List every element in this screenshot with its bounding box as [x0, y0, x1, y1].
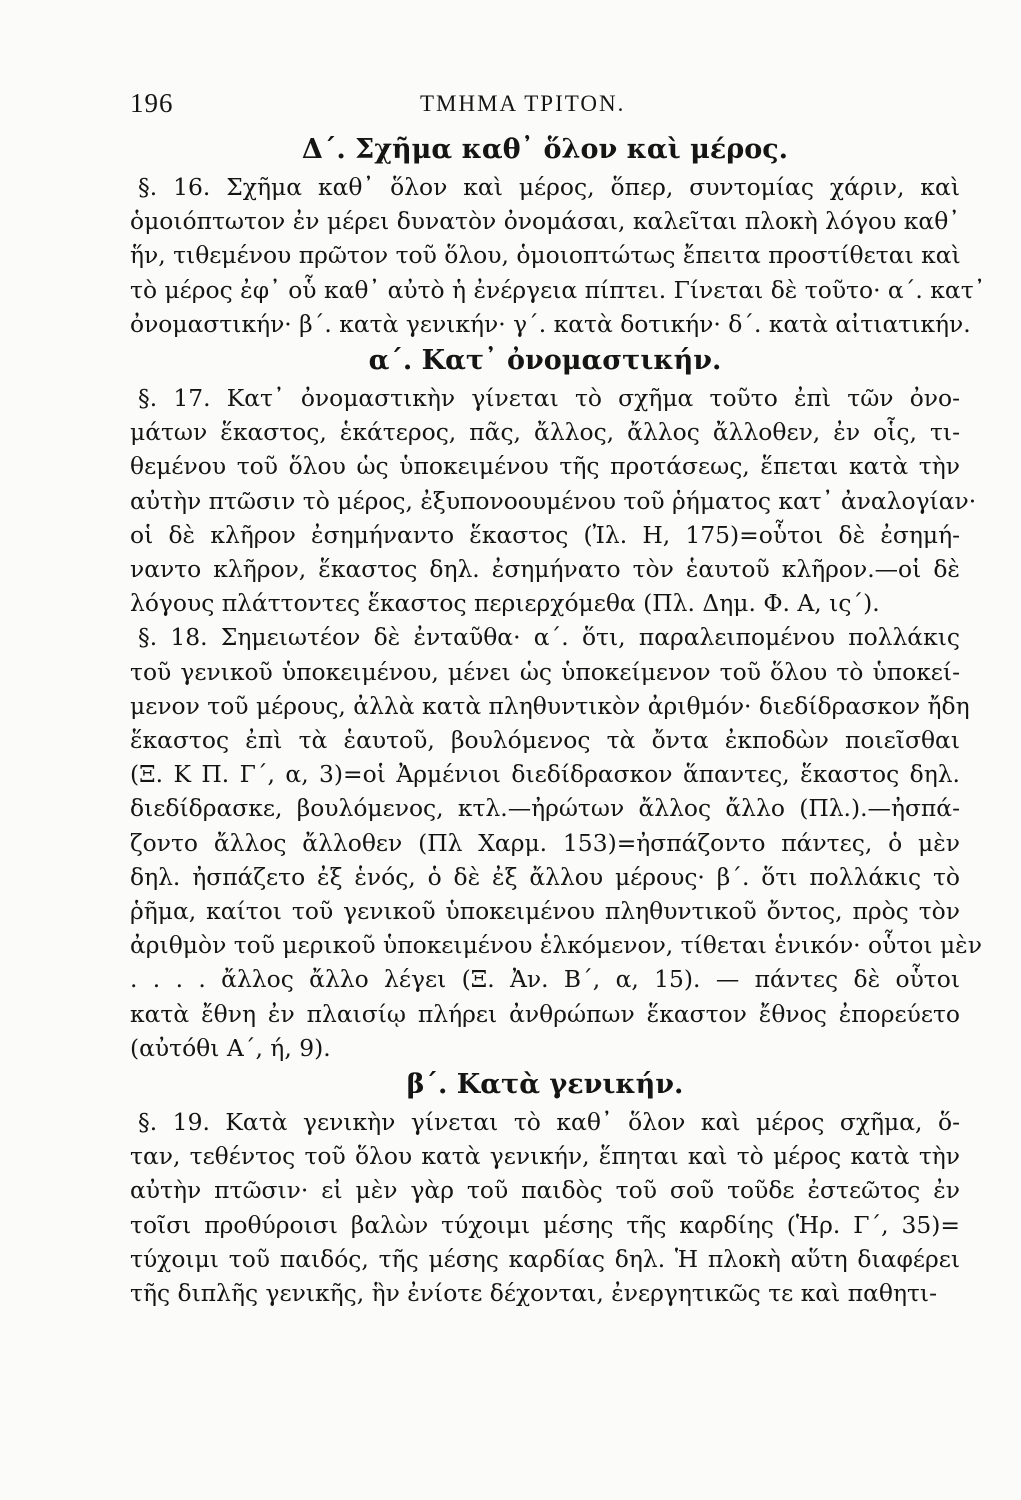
- text-line: τύχοιμι τοῦ παιδός, τῆς μέσης καρδίας δηλ. Ἡ πλοκὴ αὕτη διαφέρει: [130, 1244, 960, 1273]
- paragraph: [130, 620, 982, 1065]
- text-line: αὐτὴν πτῶσιν τὸ μέρος, ἐξυπονοουμένου τοῦ ῥήματος κατ᾽ ἀναλογίαν·: [130, 486, 977, 515]
- text-line: ἕκαστος ἐπὶ τὰ ἑαυτοῦ, βουλόμενος τὰ ὄντα ἐκποδὼν ποιεῖσθαι: [130, 726, 960, 755]
- text-line: ζοντο ἄλλος ἄλλοθεν (Πλ Χαρμ. 153)=ἠσπάζοντο πάντες, ὁ μὲν: [130, 828, 960, 857]
- page-header: [130, 88, 960, 128]
- text-line: . . . . ἄλλος ἄλλο λέγει (Ξ. Ἀν. Β΄, α, 15). — πάντες δὲ οὗτοι: [130, 965, 960, 994]
- text-line: §. 16. Σχῆμα καθ᾽ ὅλον καὶ μέρος, ὅπερ, συντομίας χάριν, καὶ: [138, 173, 960, 201]
- text-line: §. 17. Κατ᾽ ὀνομαστικὴν γίνεται τὸ σχῆμα τοῦτο ἐπὶ τῶν ὀνο-: [138, 384, 960, 413]
- text-line: ταν, τεθέντος τοῦ ὅλου κατὰ γενικήν, ἕπηται καὶ τὸ μέρος κατὰ τὴν: [130, 1142, 960, 1171]
- text-line: (αὐτόθι Α΄, ή, 9).: [130, 1033, 331, 1062]
- text-line: μενον τοῦ μέρους, ἀλλὰ κατὰ πληθυντικὸν ἀριθμόν· διεδίδρασκον ἤδη: [130, 691, 970, 720]
- text-line: τὸ μέρος ἐφ᾽ οὗ καθ᾽ αὐτὸ ἡ ἐνέργεια πίπτει. Γίνεται δὲ τοῦτο· α΄. κατ᾽: [130, 275, 986, 304]
- text-line: μάτων ἕκαστος, ἑκάτερος, πᾶς, ἄλλος, ἄλλος ἄλλοθεν, ἐν οἷς, τι-: [130, 418, 960, 447]
- paragraph: [130, 1105, 960, 1310]
- subsection-heading: α΄. Κατ᾽ ὀνομαστικήν.: [368, 345, 722, 377]
- text-line: ὀνομαστικήν· β΄. κατὰ γενικήν· γ΄. κατὰ δοτικήν· δ΄. κατὰ αἰτιατικήν.: [130, 309, 971, 338]
- text-line: τῆς διπλῆς γενικῆς, ἣν ἐνίοτε δέχονται, ἐνεργητικῶς τε καὶ παθητι-: [130, 1279, 937, 1308]
- text-line: τοῦ γενικοῦ ὑποκειμένου, μένει ὡς ὑποκείμενον τοῦ ὅλου τὸ ὑποκεί-: [130, 657, 960, 686]
- text-line: λόγους πλάττοντες ἕκαστος περιερχόμεθα (Πλ. Δημ. Φ. Α, ις΄).: [130, 589, 880, 618]
- text-line: (Ξ. Κ Π. Γ΄, α, 3)=οἱ Ἀρμένιοι διεδίδρασκον ἅπαντες, ἕκαστος δηλ.: [130, 760, 960, 789]
- page-number: 196: [130, 88, 174, 118]
- text-line: ἀριθμὸν τοῦ μερικοῦ ὑποκειμένου ἑλκόμενον, τίθεται ἑνικόν· οὗτοι μὲν: [130, 931, 982, 960]
- text-line: ὁμοιόπτωτον ἐν μέρει δυνατὸν ὀνομάσαι, καλεῖται πλοκὴ λόγου καθ᾽: [130, 207, 960, 236]
- text-line: κατὰ ἔθνη ἐν πλαισίῳ πλήρει ἀνθρώπων ἕκαστον ἔθνος ἐπορεύετο: [130, 999, 960, 1028]
- text-line: θεμένου τοῦ ὅλου ὡς ὑποκειμένου τῆς προτάσεως, ἕπεται κατὰ τὴν: [130, 452, 960, 481]
- text-line: αὐτὴν πτῶσιν· εἰ μὲν γὰρ τοῦ παιδὸς τοῦ σοῦ τοῦδε ἐστεῶτος ἐν: [130, 1176, 960, 1205]
- text-line: δηλ. ἠσπάζετο ἐξ ἑνός, ὁ δὲ ἐξ ἄλλου μέρους· β΄. ὅτι πολλάκις τὸ: [130, 862, 960, 891]
- paragraph: [130, 170, 986, 341]
- text-line: τοῖσι προθύροισι βαλὼν τύχοιμι μέσης τῆς καρδίης (Ἡρ. Γ΄, 35)=: [130, 1210, 960, 1239]
- running-title: ΤΜΗΜΑ ΤΡΙΤΟΝ.: [420, 91, 626, 116]
- book-page: [130, 88, 986, 1310]
- text-line: οἱ δὲ κλῆρον ἐσημήναντο ἕκαστος (Ἰλ. Η, 175)=οὗτοι δὲ ἐσημή-: [130, 520, 960, 549]
- text-line: διεδίδρασκε, βουλόμενος, κτλ.—ἠρώτων ἄλλος ἄλλο (Πλ.).—ἠσπά-: [130, 794, 960, 823]
- text-line: ἥν, τιθεμένου πρῶτον τοῦ ὅλου, ὁμοιοπτώτως ἔπειτα προστίθεται καὶ: [130, 241, 961, 270]
- text-line: §. 19. Κατὰ γενικὴν γίνεται τὸ καθ᾽ ὅλον καὶ μέρος σχῆμα, ὅ-: [138, 1108, 960, 1137]
- text-line: ναντο κλῆρον, ἕκαστος δηλ. ἐσημήνατο τὸν ἑαυτοῦ κλῆρον.—οἱ δὲ: [130, 555, 960, 584]
- text-line: ῥῆμα, καίτοι τοῦ γενικοῦ ὑποκειμένου πληθυντικοῦ ὄντος, πρὸς τὸν: [130, 897, 960, 926]
- body-text: [130, 170, 986, 1310]
- section-title: Δ΄. Σχῆμα καθ᾽ ὅλον καὶ μέρος.: [301, 134, 789, 165]
- subsection-heading: β΄. Κατὰ γενικήν.: [406, 1069, 684, 1101]
- text-line: §. 18. Σημειωτέον δὲ ἐνταῦθα· α΄. ὅτι, παραλειπομένου πολλάκις: [138, 623, 960, 652]
- paragraph: [130, 381, 977, 620]
